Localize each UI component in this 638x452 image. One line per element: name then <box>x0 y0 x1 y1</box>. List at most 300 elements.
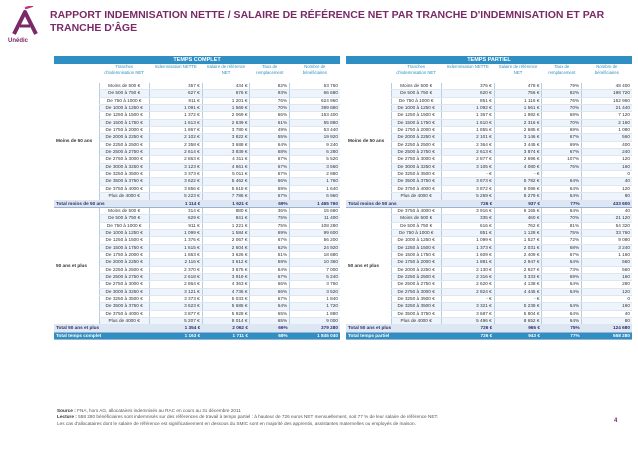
table-cell: 69% <box>250 229 290 236</box>
table-temps-partiel <box>346 56 632 340</box>
table-cell: 68% <box>542 244 582 251</box>
table-cell: 120 <box>582 185 632 192</box>
total-cell: Total 50 ans et plus <box>346 325 441 332</box>
table-cell: De 3750 à 4000 € <box>99 185 149 192</box>
grand-total-cell: 68% <box>250 332 290 339</box>
table-cell: 59% <box>250 259 290 266</box>
column-header: Indemnisation NETTE <box>446 64 489 69</box>
age-group-label: 50 ans et plus <box>346 207 391 325</box>
table-cell: 8 014 € <box>202 318 250 325</box>
table-cell: 2 409 € <box>494 251 542 258</box>
page-title: RAPPORT INDEMNISATION NETTE / SALAIRE DE RÉFÉRENCE NET PAR TRANCHE D'INDEMNISATION ET PAR TRANCHE D'ÂGE <box>50 9 605 34</box>
table-cell: 64% <box>250 141 290 148</box>
table-cell: 0 <box>582 295 632 302</box>
table-cell: De 500 à 750 € <box>391 222 441 229</box>
table-cell: - € <box>494 295 542 302</box>
table-cell: 80 <box>582 193 632 200</box>
table-cell: 120 <box>582 288 632 295</box>
table-cell: 1 610 € <box>441 119 494 126</box>
total-cell: 726 € <box>441 200 494 207</box>
table-cell: De 1750 à 2000 € <box>99 127 149 134</box>
table-cell: 1 367 € <box>441 112 494 119</box>
table-cell: 21 440 <box>582 105 632 112</box>
total-cell: 433 600 <box>582 200 632 207</box>
total-cell: 1 621 € <box>202 200 250 207</box>
group-total-row <box>346 200 632 207</box>
table-cell: 56 200 <box>290 237 340 244</box>
table-cell: De 500 à 750 € <box>391 90 441 97</box>
table-cell: 5 520 <box>290 156 340 163</box>
table-cell: 762 € <box>494 222 542 229</box>
group-total-row <box>54 325 340 332</box>
table-cell: 5 011 € <box>202 171 250 178</box>
table-cell: 54 320 <box>582 222 632 229</box>
column-header: Nombre de bénéficiaires <box>302 64 327 75</box>
table-cell: 3 919 € <box>202 273 250 280</box>
table-cell: 4 080 € <box>494 163 542 170</box>
table-cell: 55% <box>250 134 290 141</box>
table-cell: 7 120 <box>582 112 632 119</box>
table-cell: 1 640 <box>290 185 340 192</box>
logo-wordmark: Unédic <box>8 38 29 44</box>
table-cell: 0 <box>582 171 632 178</box>
table-cell: 629 € <box>149 215 202 222</box>
table-cell: 66% <box>250 178 290 185</box>
age-group <box>346 83 632 200</box>
table-cell: 3 373 € <box>149 295 202 302</box>
table-cell: 160 <box>582 163 632 170</box>
table-cell: 62% <box>250 244 290 251</box>
table-cell: 9 080 <box>582 237 632 244</box>
table-cell: De 3250 à 3500 € <box>391 303 441 310</box>
table-cell: 8 279 € <box>494 193 542 200</box>
table-cell: De 2000 à 2250 € <box>391 134 441 141</box>
table-cell: 2 364 € <box>441 141 494 148</box>
total-cell: 75% <box>542 325 582 332</box>
table-cell: De 2750 à 3000 € <box>99 156 149 163</box>
table-cell: 3 839 € <box>202 149 250 156</box>
table-cell: 4 311 € <box>202 156 250 163</box>
table-cell: 65% <box>250 318 290 325</box>
table-cell: 3 445 € <box>494 141 542 148</box>
table-cell: De 3000 à 3250 € <box>391 163 441 170</box>
table-cell: 2 358 € <box>149 141 202 148</box>
table-cell: 5 462 € <box>202 178 250 185</box>
table-cell: 67% <box>542 134 582 141</box>
table-cell: De 2250 à 2500 € <box>99 266 149 273</box>
table-cell: 64% <box>542 303 582 310</box>
total-cell: Total 50 ans et plus <box>54 325 149 332</box>
table-cell: De 2500 à 2750 € <box>391 281 441 288</box>
table-cell: 65% <box>250 310 290 317</box>
table-cell: 7 786 € <box>202 193 250 200</box>
table-cell: 3 872 € <box>441 185 494 192</box>
table-cell: 1 080 <box>582 127 632 134</box>
table-cell: 5 238 € <box>494 303 542 310</box>
table-cell: 851 € <box>441 229 494 236</box>
table-cell: 3 760 <box>290 281 340 288</box>
total-cell: 69% <box>250 200 290 207</box>
table-cell: Plus de 4000 € <box>391 193 441 200</box>
table-cell: 4 736 € <box>202 288 250 295</box>
table-cell: 21 120 <box>582 215 632 222</box>
total-cell: Total moins de 50 ans <box>54 200 149 207</box>
table-cell: De 1500 à 1750 € <box>391 251 441 258</box>
section-banner <box>54 56 340 64</box>
table-cell: De 1250 à 1500 € <box>391 112 441 119</box>
table-cell: 624 960 <box>290 97 340 104</box>
table-cell: 69% <box>542 141 582 148</box>
table-cell: 2 618 € <box>149 273 202 280</box>
table-cell: 64% <box>250 303 290 310</box>
table-cell: 357 € <box>149 83 202 90</box>
age-group <box>54 207 340 325</box>
table-cell: 3 622 € <box>149 178 202 185</box>
table-cell: 841 € <box>202 215 250 222</box>
table-cell: 81% <box>542 222 582 229</box>
table-cell: 1 760 <box>290 178 340 185</box>
reading-text: 558 280 bénéficiaires sont indemnisés sur des références de travail à temps partiel : à hauteur de 726 euros NET mensuellement, soit 77 % de leur salaire de référence NET. <box>78 414 439 420</box>
table-cell: 3 560 <box>290 163 340 170</box>
table-cell: 3 780 € <box>202 127 250 134</box>
source-text: FNA, hors AG, allocataires indemnisés au RAC en cours au 31 décembre 2011 <box>77 408 241 413</box>
table-cell: De 500 à 750 € <box>99 90 149 97</box>
group-total-row <box>346 325 632 332</box>
table-cell: 1 615 € <box>149 244 202 251</box>
table-cell: 3 123 € <box>149 163 202 170</box>
table-cell: 1 116 € <box>494 97 542 104</box>
table-cell: 53 440 <box>290 127 340 134</box>
table-cell: 3 856 € <box>149 185 202 192</box>
grand-total-row <box>346 332 632 339</box>
total-cell: 379 280 <box>290 325 340 332</box>
column-header: Salaire de référence NET <box>206 64 246 75</box>
table-cell: 3 373 € <box>149 171 202 178</box>
table-cell: 61% <box>250 119 290 126</box>
table-cell: 76% <box>542 163 582 170</box>
table-cell: 676 € <box>202 90 250 97</box>
table-cell: 5 496 € <box>441 318 494 325</box>
table-cell: 3 146 € <box>494 134 542 141</box>
table-cell: 76% <box>542 97 582 104</box>
table-cell: De 2500 à 2750 € <box>391 149 441 156</box>
total-cell: 1 465 760 <box>290 200 340 207</box>
table-cell: 108 280 <box>290 222 340 229</box>
table-cell: 2 927 € <box>494 266 542 273</box>
table-cell: 73% <box>542 266 582 273</box>
table-cell: 66% <box>250 112 290 119</box>
table-cell: 460 € <box>494 215 542 222</box>
table-cell: De 1500 à 1750 € <box>99 244 149 251</box>
column-header-row <box>54 64 340 83</box>
table-cell: 152 960 <box>582 97 632 104</box>
total-cell: 2 062 € <box>202 325 250 332</box>
table-cell: De 1000 à 1250 € <box>99 229 149 236</box>
table-cell: 2 069 € <box>202 112 250 119</box>
table-cell: 3 675 € <box>202 266 250 273</box>
table-cell: 3 877 € <box>149 310 202 317</box>
table-cell: 2 877 € <box>441 156 494 163</box>
table-cell: 9 240 <box>290 141 340 148</box>
table-cell: 1 982 € <box>494 112 542 119</box>
table-cell: 19 920 <box>290 134 340 141</box>
table-cell: 3 612 € <box>202 259 250 266</box>
table-cell: 64% <box>542 259 582 266</box>
table-cell: 67% <box>250 295 290 302</box>
table-cell: De 2250 à 2500 € <box>391 273 441 280</box>
table-cell: 64% <box>542 288 582 295</box>
table-cell: 5 615 € <box>202 185 250 192</box>
table-cell: 82% <box>250 83 290 90</box>
table-cell: 1 527 € <box>494 237 542 244</box>
table-temps-complet <box>54 56 340 340</box>
table-cell: 1 867 € <box>149 127 202 134</box>
table-cell: 75% <box>250 222 290 229</box>
table-cell: 70% <box>542 105 582 112</box>
table-cell: 10 360 <box>290 259 340 266</box>
table-cell: De 2250 à 2500 € <box>99 141 149 148</box>
table-cell: 53 760 <box>290 83 340 90</box>
age-group-label: Moins de 50 ans <box>54 83 99 200</box>
table-cell: 5 928 € <box>202 310 250 317</box>
table-cell: 8 652 € <box>494 318 542 325</box>
table-cell: 1 840 <box>290 295 340 302</box>
table-cell: 3 822 € <box>202 134 250 141</box>
table-cell: 80 <box>582 318 632 325</box>
table-cell: 3 626 € <box>202 251 250 258</box>
table-cell: 2 130 € <box>441 266 494 273</box>
table-cell: 280 <box>582 281 632 288</box>
table-cell: De 2250 à 2500 € <box>391 141 441 148</box>
table-cell: 48 400 <box>582 83 632 90</box>
table-cell: 3 874 € <box>494 149 542 156</box>
grand-total-cell: Total temps partiel <box>346 332 441 339</box>
table-cell: 51% <box>250 251 290 258</box>
grand-total-cell: 1 845 040 <box>290 332 340 339</box>
table-cell: 478 € <box>494 83 542 90</box>
table-cell: 560 <box>582 266 632 273</box>
table-cell: 1 863 € <box>149 251 202 258</box>
table-cell: De 1000 à 1250 € <box>99 105 149 112</box>
table-cell: 2 639 € <box>202 119 250 126</box>
table-cell: 6 960 <box>290 193 340 200</box>
table-cell: De 3500 à 3750 € <box>99 178 149 185</box>
table-cell: De 2750 à 3000 € <box>391 288 441 295</box>
table-cell: 70% <box>542 215 582 222</box>
table-cell: 1 613 € <box>149 119 202 126</box>
table-cell: 2 824 € <box>441 288 494 295</box>
table-cell: 3 333 € <box>494 273 542 280</box>
table-cell: 560 <box>582 134 632 141</box>
total-cell: 1 114 € <box>149 200 202 207</box>
table-cell: 70% <box>250 105 290 112</box>
section-label: TEMPS PARTIEL <box>346 56 632 64</box>
table-cell: 2 864 € <box>149 281 202 288</box>
table-cell: 68% <box>250 149 290 156</box>
section-banner <box>346 56 632 64</box>
table-cell: De 1250 à 1500 € <box>99 112 149 119</box>
table-cell: 72% <box>542 237 582 244</box>
grand-total-cell: 943 € <box>494 332 542 339</box>
table-cell: 240 <box>582 149 632 156</box>
table-cell: 67% <box>542 149 582 156</box>
table-cell: 70% <box>542 119 582 126</box>
table-cell: 2 370 € <box>149 266 202 273</box>
table-cell: 2 880 <box>290 171 340 178</box>
table-cell: 3 623 € <box>149 303 202 310</box>
table-cell: De 3750 à 4000 € <box>99 310 149 317</box>
grand-total-cell: 726 € <box>441 332 494 339</box>
tables-container <box>54 56 632 340</box>
table-cell: 66% <box>250 281 290 288</box>
table-cell: 1 099 € <box>441 237 494 244</box>
table-cell: 55 880 <box>290 119 340 126</box>
table-cell: 67% <box>250 237 290 244</box>
table-cell: 79% <box>542 83 582 90</box>
table-cell: 400 <box>582 141 632 148</box>
table-cell: 314 € <box>149 207 202 214</box>
table-cell: 4 445 € <box>494 288 542 295</box>
table-cell: 93% <box>250 90 290 97</box>
column-header: Salaire de référence NET <box>498 64 538 75</box>
table-cell: De 3000 à 3250 € <box>99 288 149 295</box>
table-cell: 64% <box>542 178 582 185</box>
note-line: Les cas d'allocataires dont le salaire de référence est significativement en dessous du SMIC sont en majorité des apprentis, assistantes maternelles ou employés de maison. <box>57 420 416 426</box>
table-cell: 67% <box>542 251 582 258</box>
table-cell: 160 <box>582 273 632 280</box>
table-cell: 2 613 € <box>441 149 494 156</box>
grand-total-cell: 77% <box>542 332 582 339</box>
table-cell: 11 400 <box>290 215 340 222</box>
table-cell: 3 688 € <box>202 141 250 148</box>
table-cell: 1 092 € <box>441 105 494 112</box>
table-cell: 1 091 € <box>149 105 202 112</box>
table-cell: 40 <box>582 178 632 185</box>
table-cell: 40 <box>582 310 632 317</box>
table-cell: De 1500 à 1750 € <box>99 119 149 126</box>
table-cell: De 3000 à 3250 € <box>99 163 149 170</box>
table-cell: 1 376 € <box>149 237 202 244</box>
table-cell: 5 804 € <box>494 310 542 317</box>
table-cell: 64% <box>542 207 582 214</box>
table-cell: 33 760 <box>582 229 632 236</box>
table-cell: 3 240 <box>582 244 632 251</box>
table-cell <box>542 171 582 178</box>
table-cell: 399 880 <box>290 105 340 112</box>
table-cell: 1 720 <box>290 303 340 310</box>
table-cell: De 3250 à 3500 € <box>99 171 149 178</box>
table-cell: 18 880 <box>290 251 340 258</box>
table-cell: 1 099 € <box>149 229 202 236</box>
table-cell: 911 € <box>149 222 202 229</box>
table-cell: De 750 à 1000 € <box>391 97 441 104</box>
table-cell: Moins de 500 € <box>99 83 149 90</box>
table-cell: 4 363 € <box>202 281 250 288</box>
table-cell: De 2000 à 2250 € <box>391 266 441 273</box>
table-cell: De 1500 à 1750 € <box>391 119 441 126</box>
table-cell: 5 207 € <box>149 318 202 325</box>
table-cell: 880 € <box>202 207 250 214</box>
table-cell: 2 947 € <box>494 259 542 266</box>
table-cell: De 1750 à 2000 € <box>391 127 441 134</box>
table-cell: - € <box>494 171 542 178</box>
table-cell: 67% <box>250 273 290 280</box>
table-cell: 2 102 € <box>149 134 202 141</box>
table-cell: Moins de 500 € <box>391 215 441 222</box>
table-cell: 560 <box>582 259 632 266</box>
table-cell: - € <box>441 295 494 302</box>
table-cell: 2 604 € <box>202 244 250 251</box>
age-group <box>54 83 340 200</box>
table-cell <box>542 295 582 302</box>
total-cell: 1 354 € <box>149 325 202 332</box>
table-cell: 335 € <box>441 215 494 222</box>
table-cell: 67% <box>250 163 290 170</box>
table-cell: 5 259 € <box>441 193 494 200</box>
table-cell: 76% <box>250 97 290 104</box>
table-cell: 64% <box>542 193 582 200</box>
grand-total-cell: Total temps complet <box>54 332 149 339</box>
total-cell: 124 680 <box>582 325 632 332</box>
table-cell: De 3750 à 4000 € <box>391 207 441 214</box>
table-cell: 3 520 <box>290 288 340 295</box>
age-group-label: Moins de 50 ans <box>346 83 391 200</box>
table-cell: De 3250 à 3500 € <box>99 295 149 302</box>
table-cell: De 1750 à 2000 € <box>391 259 441 266</box>
table-cell: 2 620 € <box>441 281 494 288</box>
table-cell: 2 316 € <box>441 273 494 280</box>
column-header-row <box>346 64 632 83</box>
table-cell: 49% <box>250 127 290 134</box>
table-cell: 75% <box>250 215 290 222</box>
table-cell: 911 € <box>149 97 202 104</box>
table-cell: De 1750 à 2000 € <box>99 251 149 258</box>
table-cell: 2 116 € <box>149 259 202 266</box>
table-cell: 5 782 € <box>494 178 542 185</box>
table-cell: 67% <box>250 156 290 163</box>
table-cell: 36% <box>250 207 290 214</box>
table-cell: 376 € <box>441 83 494 90</box>
table-cell: 2 160 <box>582 119 632 126</box>
total-cell: 937 € <box>494 200 542 207</box>
table-row <box>346 83 632 90</box>
grand-total-cell: 1 163 € <box>149 332 202 339</box>
table-cell: Moins de 500 € <box>99 207 149 214</box>
table-cell: 64% <box>250 266 290 273</box>
grand-total-cell: 1 711 € <box>202 332 250 339</box>
table-cell: - € <box>441 171 494 178</box>
table-cell: De 750 à 1000 € <box>99 97 149 104</box>
table-cell: 69% <box>542 273 582 280</box>
table-cell: 2 031 € <box>494 244 542 251</box>
table-cell: 6 280 <box>290 149 340 156</box>
table-cell: 1 372 € <box>149 112 202 119</box>
table-cell: 1 201 € <box>202 97 250 104</box>
grand-total-row <box>54 332 340 339</box>
table-cell: 64% <box>542 310 582 317</box>
table-cell: 5 240 <box>290 273 340 280</box>
total-cell: 726 € <box>441 325 494 332</box>
table-cell: 69% <box>542 127 582 134</box>
table-cell: 1 584 € <box>202 229 250 236</box>
grand-total-cell: 558 280 <box>582 332 632 339</box>
table-cell: 40 <box>582 207 632 214</box>
table-cell: 198 720 <box>582 90 632 97</box>
column-header: Nombre de bénéficiaires <box>594 64 619 75</box>
table-cell: 1 609 € <box>441 251 494 258</box>
table-cell: Plus de 4000 € <box>391 318 441 325</box>
table-cell: 24 920 <box>290 244 340 251</box>
